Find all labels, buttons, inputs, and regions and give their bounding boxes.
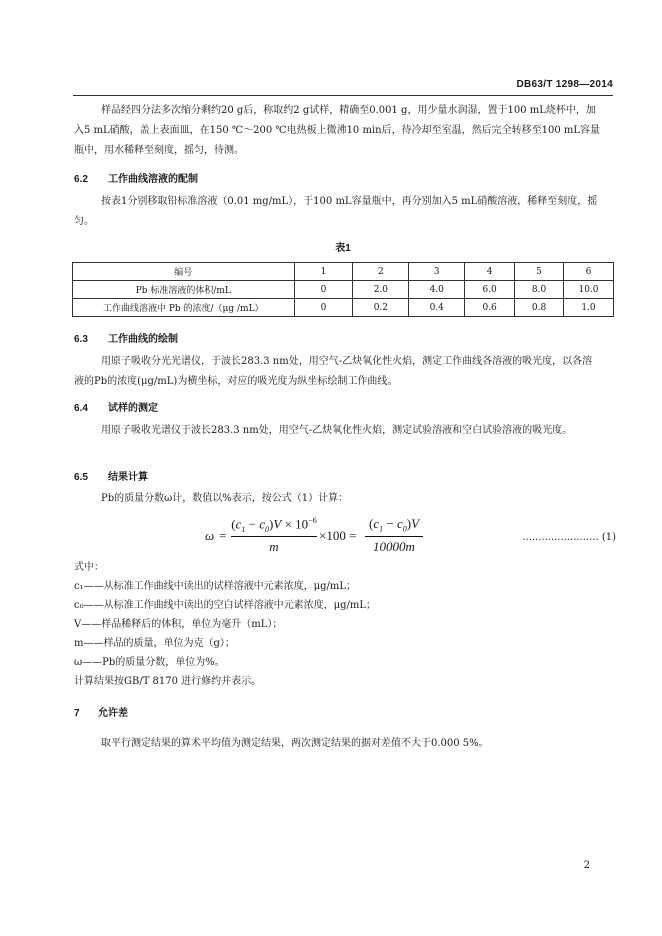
table-cell: 4 <box>465 263 515 281</box>
section-number: 6.2 <box>74 174 88 185</box>
section-title: 工作曲线的绘制 <box>108 334 178 345</box>
document-id: DB63/T 1298—2014 <box>516 79 613 90</box>
table-cell: 0.8 <box>515 299 564 317</box>
table-cell: Pb 标准溶液的体积/mL <box>73 281 295 299</box>
section-heading-6-5 <box>74 468 148 483</box>
table-cell: 6 <box>564 263 614 281</box>
section-title: 允许差 <box>98 708 128 719</box>
fraction-denominator: 10000m <box>373 539 415 554</box>
formula-fraction-1 <box>231 516 317 556</box>
list-item: m——样品的质量，单位为克（g）； <box>74 638 235 649</box>
paragraph-formula-intro: Pb的质量分数ω计，数值以%表示，按公式（1）计算： <box>101 493 349 504</box>
fraction-denominator: m <box>269 539 279 554</box>
formula-leader-dots: ........................ <box>522 532 599 543</box>
formula-times-100: ×100 = <box>319 528 357 543</box>
fraction-numerator: $(c_1 - c_0)V$ <box>368 516 420 534</box>
table-cell: 8.0 <box>515 281 564 299</box>
section-title: 结果计算 <box>108 472 148 483</box>
section-heading-6-4 <box>74 399 158 414</box>
table-caption: 表1 <box>335 243 351 254</box>
table-cell: 6.0 <box>465 281 515 299</box>
paragraph-sample-prep: 样品经四分法多次缩分剩约20 g后，称取约2 g试样，精确至0.001 g，用少量水润湿，置于100 mL烧杯中，加入5 mL硝酸，盖上表面皿，在150 ℃～200 ℃电热板上微沸10 min后，待冷却至室温，然后完全转移至100 mL容量瓶中，用水稀释至刻度，摇匀，待测。 <box>74 105 600 156</box>
table-cell: 工作曲线溶液中 Pb 的浓度/（μg /mL） <box>73 299 295 317</box>
table-cell: 编号 <box>73 263 295 281</box>
table-cell: 3 <box>409 263 465 281</box>
fraction-bar <box>365 536 423 537</box>
list-item: ω——Pb的质量分数，单位为%。 <box>74 657 225 668</box>
table-cell: 0.4 <box>409 299 465 317</box>
table-1 <box>72 262 614 317</box>
paragraph-sample-measurement: 用原子吸收光谱仪于波长283.3 nm处，用空气-乙炔氧化性火焰，测定试验溶液和空白试验溶液的吸光度。 <box>101 425 573 436</box>
where-title: 式中： <box>74 562 104 573</box>
page-number: 2 <box>583 860 590 871</box>
table-cell: 0.6 <box>465 299 515 317</box>
section-number: 6.4 <box>74 403 88 414</box>
section-number: 6.3 <box>74 334 88 345</box>
paragraph-curve-solution: 按表1分别移取铅标准溶液（0.01 mg/mL），于100 mL容量瓶中，再分别加入5 mL硝酸溶液，稀释至刻度，摇匀。 <box>74 196 598 227</box>
list-item: c₁——从标准工作曲线中读出的试样溶液中元素浓度，μg/mL； <box>74 581 357 592</box>
table-row <box>73 281 614 299</box>
table-cell: 1.0 <box>564 299 614 317</box>
section-heading-7 <box>74 704 128 719</box>
section-title: 试样的测定 <box>108 403 158 414</box>
table-cell: 4.0 <box>409 281 465 299</box>
table-cell: 0.2 <box>353 299 409 317</box>
table-cell: 1 <box>294 263 353 281</box>
table-row <box>73 299 614 317</box>
table-cell: 2 <box>353 263 409 281</box>
header-rule <box>73 95 613 96</box>
section-heading-6-3 <box>74 330 178 345</box>
section-number: 7 <box>74 708 80 719</box>
section-title: 工作曲线溶液的配制 <box>108 174 198 185</box>
paragraph-curve-drawing: 用原子吸收分光光谱仪，于波长283.3 nm处，用空气-乙炔氧化性火焰，测定工作曲线各溶液的吸光度，以各溶液的Pb的浓度(μg/mL)为横坐标，对应的吸光度为纵坐标绘制工作曲线。 <box>74 356 593 387</box>
formula-number: (1) <box>601 532 616 543</box>
table-cell: 2.0 <box>353 281 409 299</box>
formula-number-line <box>420 532 616 543</box>
section-heading-6-2 <box>74 170 198 185</box>
fraction-numerator: $(c_1 - c_0)V \times 10^{-6}$ <box>231 516 317 534</box>
table-cell: 10.0 <box>564 281 614 299</box>
symbol-definitions <box>74 558 614 691</box>
list-item: c₀——从标准工作曲线中读出的空白试样溶液中元素浓度，μg/mL； <box>74 600 377 611</box>
list-item: 计算结果按GB/T 8170 进行修约并表示。 <box>74 676 262 687</box>
table-cell: 0 <box>294 281 353 299</box>
table-row <box>73 263 614 281</box>
formula-lhs: ω <box>205 528 215 543</box>
section-number: 6.5 <box>74 472 88 483</box>
paragraph-tolerance: 取平行测定结果的算术平均值为测定结果，两次测定结果的据对差值不大于0.000 5%。 <box>101 738 489 749</box>
formula-fraction-2 <box>365 516 423 556</box>
list-item: V——样品稀释后的体积，单位为毫升（mL）； <box>74 619 283 630</box>
fraction-bar <box>231 536 317 537</box>
table-cell: 0 <box>294 299 353 317</box>
formula-equals: = <box>219 528 227 543</box>
table-cell: 5 <box>515 263 564 281</box>
